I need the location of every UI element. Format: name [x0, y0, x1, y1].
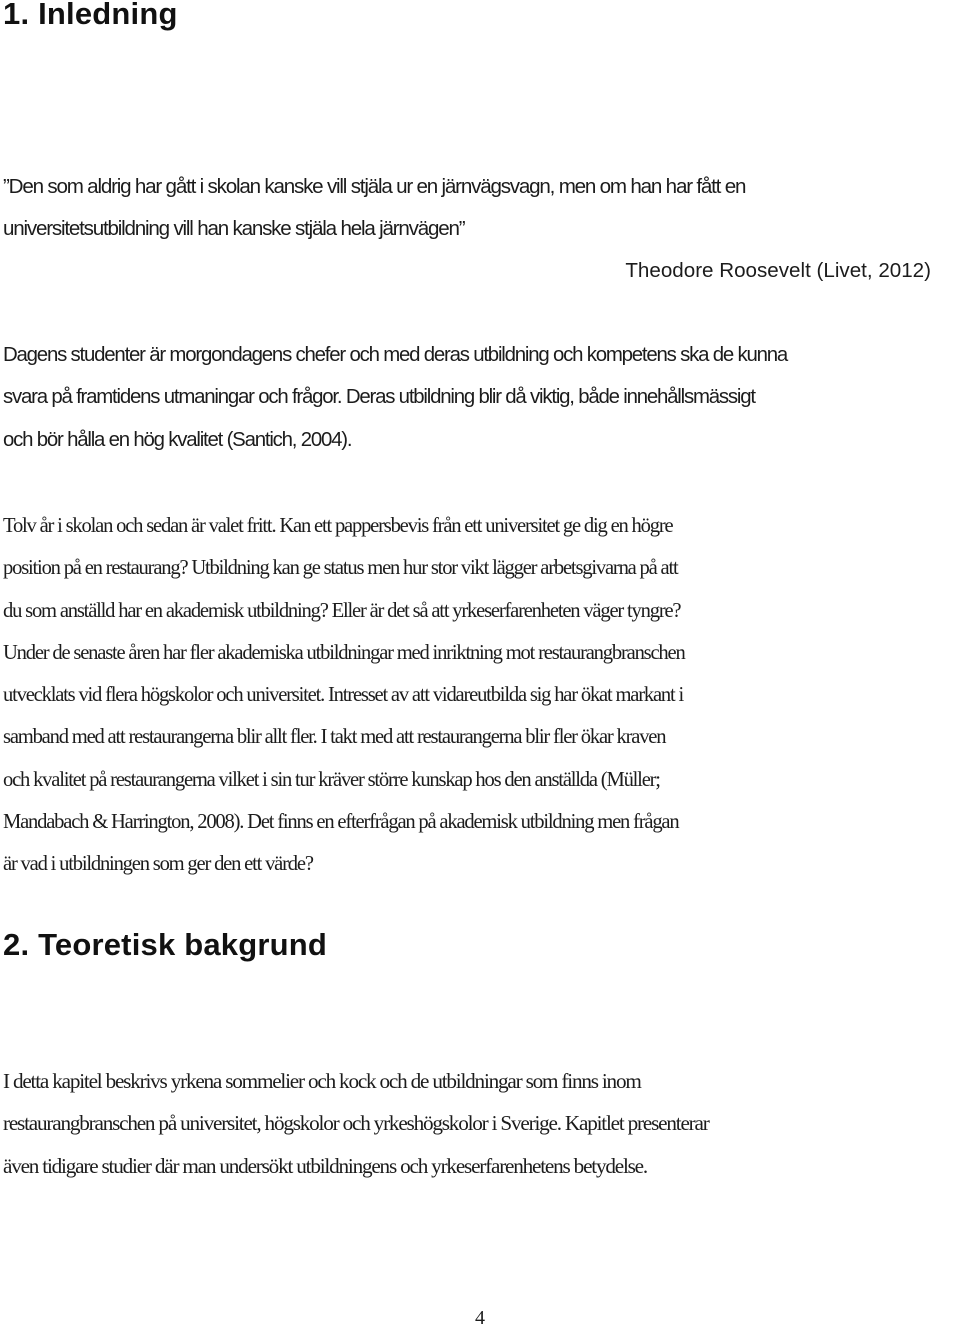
quote-line: universitetsutbildning vill han kanske stjäla hela järnvägen”: [3, 217, 465, 240]
paragraph-line: Tolv år i skolan och sedan är valet fritt. Kan ett pappersbevis från ett universitet ge dig en högre: [3, 515, 673, 537]
paragraph-detta-kapitel: [3, 1060, 958, 1187]
paragraph-tolv-ar: [3, 505, 958, 886]
paragraph-line: restaurangbranschen på universitet, högskolor och yrkeshögskolor i Sverige. Kapitlet presenterar: [3, 1111, 709, 1136]
epigraph-quote: [3, 166, 958, 282]
paragraph-line: även tidigare studier där man undersökt utbildningens och yrkeserfarenhetens betydelse.: [3, 1153, 647, 1178]
paragraph-line: I detta kapitel beskrivs yrkena sommelier och kock och de utbildningar som finns inom: [3, 1069, 641, 1093]
section-heading-inledning: 1. Inledning: [3, 0, 178, 31]
paragraph-line: utvecklats vid flera högskolor och universitet. Intresset av att vidareutbilda sig har ökat markant i: [3, 684, 684, 707]
page-number: 4: [475, 1307, 485, 1329]
paragraph-line: position på en restaurang? Utbildning kan ge status men hur stor vikt lägger arbetsgivarna på att: [3, 557, 678, 580]
paragraph-line: och kvalitet på restaurangerna vilket i sin tur kräver större kunskap hos den anställda (Müller;: [3, 768, 660, 791]
quote-line: ”Den som aldrig har gått i skolan kanske vill stjäla ur en järnvägsvagn, men om han har fått en: [3, 175, 746, 198]
paragraph-dagens-studenter: [3, 334, 958, 461]
paragraph-line: är vad i utbildningen som ger den ett värde?: [3, 853, 313, 876]
section-heading-teoretisk-bakgrund: 2. Teoretisk bakgrund: [3, 927, 328, 962]
paragraph-line: svara på framtidens utmaningar och frågor. Deras utbildning blir då viktig, både innehållsmässigt: [3, 386, 755, 409]
paragraph-line: samband med att restaurangerna blir allt fler. I takt med att restaurangerna blir fler ökar kraven: [3, 726, 666, 749]
paragraph-line: Under de senaste åren har fler akademiska utbildningar med inriktning mot restaurangbranschen: [3, 641, 685, 664]
paragraph-line: du som anställd har en akademisk utbildning? Eller är det så att yrkeserfarenheten väger tyngre?: [3, 599, 681, 622]
paragraph-line: och bör hålla en hög kvalitet (Santich, 2004).: [3, 428, 352, 451]
paragraph-line: Dagens studenter är morgondagens chefer och med deras utbildning och kompetens ska de kunna: [3, 344, 788, 366]
quote-attribution: Theodore Roosevelt (Livet, 2012): [625, 259, 931, 282]
paragraph-line: Mandabach & Harrington, 2008). Det finns en efterfrågan på akademisk utbildning men frågan: [3, 811, 679, 834]
